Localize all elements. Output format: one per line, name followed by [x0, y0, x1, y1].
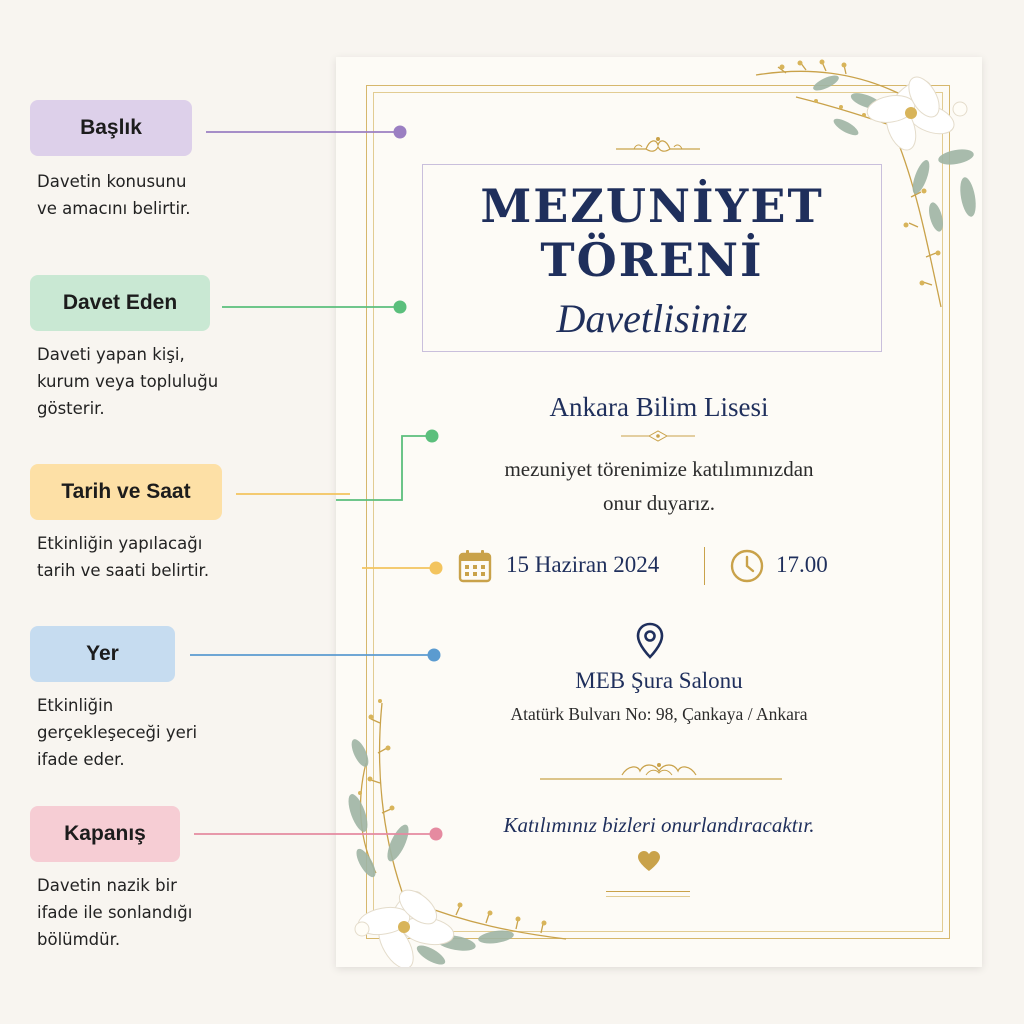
bottom-divider-thin: [606, 896, 690, 897]
annotation-desc-date-time: [37, 530, 247, 584]
annotation-tag-closing: Kapanış: [30, 806, 180, 862]
venue-name: MEB Şura Salonu: [575, 668, 743, 693]
date-time-separator: [704, 547, 705, 585]
desc-line: ve amacını belirtir.: [37, 199, 191, 218]
bottom-divider: [606, 891, 690, 892]
title-line-1: MEZUNİYET: [480, 179, 824, 233]
floral-decoration-top-right: [746, 57, 982, 327]
annotation-desc-place: [37, 692, 247, 773]
desc-line: gerçekleşeceği yeri: [37, 723, 198, 742]
desc-line: ifade eder.: [37, 750, 125, 769]
desc-line: gösterir.: [37, 399, 105, 418]
desc-line: ifade ile sonlandığı: [37, 903, 193, 922]
desc-line: bölümdür.: [37, 930, 121, 949]
event-date: 15 Haziran 2024: [506, 552, 660, 577]
venue-address: Atatürk Bulvarı No: 98, Çankaya / Ankara: [510, 704, 808, 724]
annotation-desc-closing: [37, 872, 247, 953]
divider-small-icon: [619, 429, 697, 443]
clock-icon: [729, 548, 765, 584]
desc-line: Etkinliğin yapılacağı: [37, 534, 203, 553]
invitation-message: [336, 452, 982, 520]
title-line-2: TÖRENİ: [540, 233, 764, 287]
event-time: 17.00: [776, 552, 828, 577]
annotation-tag-date-time: Tarih ve Saat: [30, 464, 222, 520]
annotation-tag-host: Davet Eden: [30, 275, 210, 331]
desc-line: Etkinliğin: [37, 696, 114, 715]
closing-line: Katılımınız bizleri onurlandıracaktır.: [503, 813, 815, 837]
invitation-card: [336, 57, 982, 967]
desc-line: kurum veya topluluğu: [37, 372, 219, 391]
floral-decoration-bottom-left: [336, 693, 576, 967]
desc-line: Daveti yapan kişi,: [37, 345, 185, 364]
location-pin-icon: [636, 622, 664, 660]
calendar-icon: [457, 548, 493, 584]
message-line-2: onur duyarız.: [603, 491, 715, 515]
desc-line: tarih ve saati belirtir.: [37, 561, 210, 580]
annotation-desc-host: [37, 341, 247, 422]
annotation-tag-place: Yer: [30, 626, 175, 682]
desc-line: Davetin konusunu: [37, 172, 187, 191]
heart-icon: [637, 850, 661, 872]
invitation-subtitle: Davetlisiniz: [556, 296, 748, 341]
annotation-desc-title: [37, 168, 247, 222]
host-name: Ankara Bilim Lisesi: [549, 392, 769, 422]
annotation-tag-title: Başlık: [30, 100, 192, 156]
message-line-1: mezuniyet törenimize katılımınızdan: [504, 457, 814, 481]
flourish-top-icon: [612, 133, 704, 157]
desc-line: Davetin nazik bir: [37, 876, 177, 895]
